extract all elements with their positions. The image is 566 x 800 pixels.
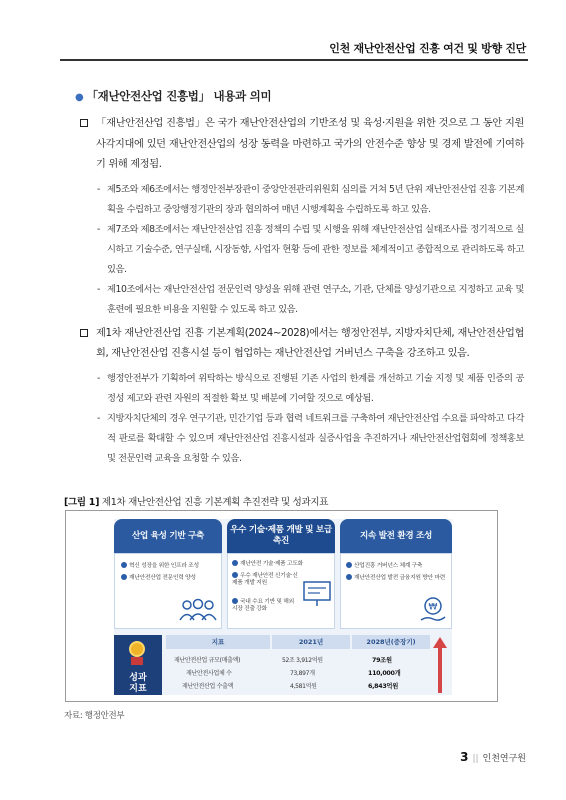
- strategy-item: [121, 562, 199, 570]
- sub-item-text: 지방자치단체의 경우 연구기관, 민간기업 등과 협력 네트워크를 구축하여 재난안전산업 수요를 파악하고 다각적 판로를 확대할 수 있으며 재난안전산업 진흥시설과 실증사업을 추진하거나 재난안전산업협회에 정책홍보 및 전문인력 교육을 요청할 수 있음.: [107, 412, 524, 464]
- svg-text:₩: ₩: [428, 602, 438, 613]
- figure-caption-text: 제1차 재난안전산업 진흥 기본계획 추진전략 및 성과지표: [101, 497, 329, 508]
- strategy-item: [232, 572, 298, 587]
- footer-separator: ||: [472, 754, 479, 764]
- table-cell-2028: 6,843억원: [368, 683, 398, 690]
- figure-frame: [65, 510, 498, 702]
- strategy-item: [232, 560, 303, 568]
- page-footer: [460, 750, 526, 764]
- section-title: [75, 88, 271, 104]
- sub-item: [80, 369, 524, 409]
- dash-icon: -: [97, 372, 100, 384]
- footer-org: 인천연구원: [482, 754, 526, 764]
- performance-label: [114, 673, 162, 695]
- header-rule: [60, 59, 528, 61]
- medal-icon: [129, 641, 145, 657]
- column-header-text: 산업 육성 기반 구축: [131, 530, 205, 541]
- body-text: [80, 114, 524, 469]
- column-body-3: [340, 553, 452, 629]
- check-icon: [232, 560, 238, 566]
- checkbox-square-icon: [80, 329, 88, 337]
- check-icon: [232, 598, 238, 604]
- column-header-1: [114, 519, 222, 553]
- strategy-item-text: 재난안전 기술·제품 고도화: [240, 561, 303, 567]
- sub-item: [80, 409, 524, 469]
- column-header-2: [227, 519, 335, 553]
- table-header-2021: 2021년: [272, 635, 350, 649]
- section-title-text: 「재난안전산업 진흥법」 내용과 의미: [86, 89, 272, 103]
- column-body-1: [114, 553, 222, 629]
- table-cell-indicator: 재난안전산업 규모(매출액): [174, 657, 241, 664]
- check-icon: [121, 574, 127, 580]
- paragraph-text: 제1차 재난안전산업 진흥 기본계획(2024~2028)에서는 행정안전부, 지방자치단체, 재난안전산업협회, 재난안전산업 진흥시설 등이 협업하는 재난안전산업 거버넌스 구축을 강조하고 있음.: [96, 327, 524, 359]
- check-icon: [346, 574, 352, 580]
- sub-item-text: 제7조와 제8조에서는 재난안전산업 진흥 정책의 수립 및 시행을 위해 재난안전산업 실태조사를 정기적으로 실시하고 기술수준, 연구실태, 시장동향, 사업자 현황 등에 관한 정보를 체계적이고 종합적으로 관리하도록 하고 있음.: [107, 223, 524, 275]
- column-header-3: [340, 519, 452, 553]
- sub-item: [80, 180, 524, 220]
- sub-item: [80, 280, 524, 320]
- sub-item-text: 행정안전부가 기획하여 위탁하는 방식으로 진행된 기존 사업의 한계를 개선하고 기술 지정 및 제품 인증의 공정성 제고와 관련 자원의 적절한 확보 및 배분에 기여할 것으로 예상됨.: [107, 372, 524, 404]
- column-header-text: 지속 발전 환경 조성: [359, 530, 433, 541]
- sub-item: [80, 220, 524, 280]
- check-icon: [121, 562, 127, 568]
- paragraph-2: [80, 324, 524, 365]
- page-number: 3: [460, 750, 469, 764]
- performance-label-panel: [114, 635, 162, 695]
- table-cell-2021: 4,581억원: [290, 683, 317, 690]
- column-header-text: 우수 기술·제품 개발 및 보급 촉진: [230, 525, 332, 546]
- table-header-indicator: 지표: [166, 635, 270, 649]
- table-cell-2021: 73,897개: [290, 670, 315, 677]
- table-header-2028: 2028년(증장기): [352, 635, 430, 649]
- table-cell-indicator: 재난안전산업 수출액: [182, 683, 234, 690]
- table-cell-2028: 79조원: [372, 657, 392, 664]
- figure-source: 자료: 행정안전부: [64, 711, 125, 721]
- performance-label-line-1: 성과: [129, 673, 147, 683]
- strategy-item: [121, 574, 196, 582]
- dash-icon: -: [97, 223, 100, 235]
- strategy-item-text: 혁신 성장을 위한 인프라 조성: [129, 563, 199, 569]
- performance-table: [166, 635, 430, 695]
- table-cell-2028: 110,000개: [368, 670, 401, 677]
- strategy-item: [346, 562, 422, 570]
- strategy-item-text: 재난안전산업 발전 금융지원 방안 마련: [354, 575, 445, 581]
- strategy-infographic: [114, 519, 452, 695]
- ribbon-icon: [131, 657, 143, 665]
- strategy-item-text: 우수 재난안전 신기술·신제품 개발 지원: [232, 573, 298, 586]
- strategy-item: [346, 574, 446, 582]
- paragraph-1: [80, 114, 524, 176]
- sub-item-text: 제5조와 제6조에서는 행정안전부장관이 중앙안전관리위원회 심의를 거쳐 5년 단위 재난안전산업 진흥 기본계획을 수립하고 중앙행정기관의 장과 협의하여 매년 시행계획을 수립하도록 하고 있음.: [107, 183, 524, 215]
- dash-icon: -: [97, 412, 100, 424]
- dash-icon: -: [97, 283, 100, 295]
- figure-caption: [64, 494, 328, 508]
- figure-caption-label: [그림 1]: [64, 497, 100, 508]
- presentation-icon: [302, 580, 332, 608]
- strategy-item-text: 산업진흥 거버넌스 체계 구축: [354, 563, 423, 569]
- strategy-item-text: 국내 수요 기반 및 해외시장 진출 강화: [232, 599, 294, 612]
- column-body-2: [227, 553, 335, 629]
- dash-icon: -: [97, 183, 100, 195]
- strategy-item: [232, 598, 296, 613]
- performance-label-line-2: 지표: [129, 684, 147, 694]
- check-icon: [346, 562, 352, 568]
- sub-item-text: 제10조에서는 재난안전산업 전문인력 양성을 위해 관련 연구소, 기관, 단체를 양성기관으로 지정하고 교육 및 훈련에 필요한 비용을 지원할 수 있도록 하고 있음.: [107, 283, 524, 315]
- money-hand-icon: [419, 596, 447, 626]
- header-title: 인천 재난안전산업 진흥 여건 및 방향 진단: [329, 42, 526, 55]
- check-icon: [232, 572, 238, 578]
- strategy-item-text: 재난안전산업 전문인력 양성: [129, 575, 196, 581]
- paragraph-text: 「재난안전산업 진흥법」은 국가 재난안전산업의 기반조성 및 육성·지원을 위한 것으로 그 동안 지원 사각지대에 있던 재난안전산업의 성장 동력을 마련하고 국가의 안전수준 향상 및 경제 발전에 기여하기 위해 제정됨.: [96, 118, 524, 170]
- checkbox-square-icon: [80, 119, 88, 127]
- bullet-dot-icon: ●: [75, 92, 84, 103]
- table-cell-2021: 52조 3,912억원: [282, 657, 323, 664]
- table-cell-indicator: 재난안전사업체 수: [186, 670, 232, 677]
- growth-arrow-shaft: [438, 647, 442, 693]
- people-icon: [179, 598, 217, 624]
